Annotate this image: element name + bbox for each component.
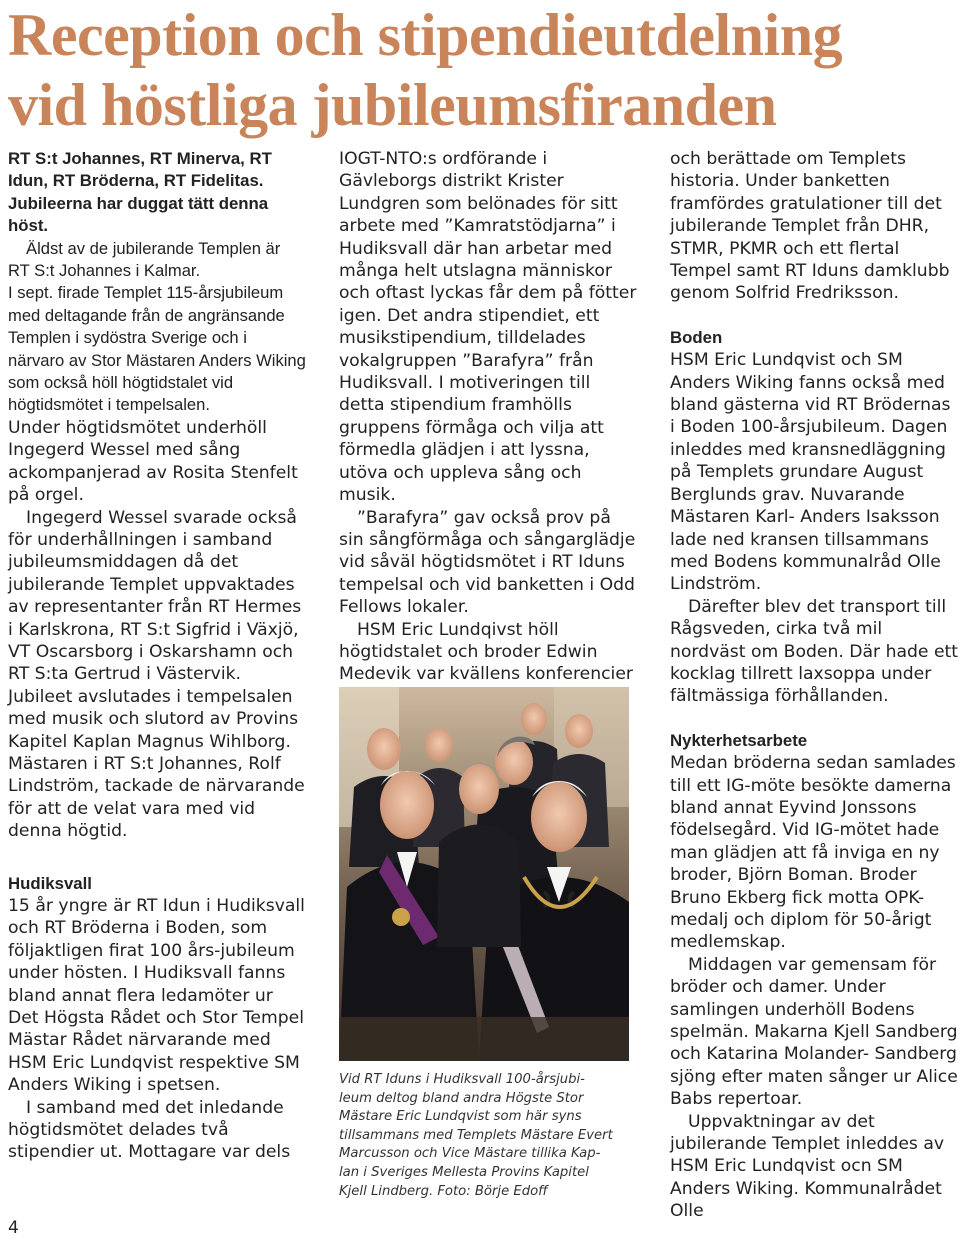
body-paragraph: Därefter blev det transport till Rågsveden, cirka två mil nordväst om Boden. Där hade ett kocklag tillrett laxsoppa under fältmässiga förhållanden.	[670, 596, 958, 707]
section-heading-nykterhetsarbete: Nykterhetsarbete	[670, 730, 808, 750]
event-photo	[339, 687, 629, 1061]
body-paragraph: IOGT-NTO:s ordförande i Gävleborgs distrikt Krister Lundgren som belönades för sitt arbete med ”Kamratstödjarna” i Hudiksvall där han arbetar med många helt utslagna människor och oftast lyckas får dem på fötter igen. Det andra stipendiet, ett musikstipendium, tilldelades vokalgruppen ”Barafyra” från Hudiksvall. I motiveringen till detta stipendium framhölls gruppens förmåga och vilja att förmedla glädjen i att lyssna, utöva och uppleva sång och musik.	[339, 149, 637, 506]
section-heading-hudiksvall: Hudiksvall	[8, 873, 92, 893]
body-paragraph: Under högtidsmötet underhöll Ingegerd Wessel med sång ackompanjerad av Rosita Stenfelt på orgel.	[8, 417, 298, 506]
body-paragraph: I sept. firade Templet 115-årsjubileum med deltagande från de angränsande Templen i sydöstra Sverige och i närvaro av Stor Mästaren Anders Wiking som också höll högtidstalet vid högtidsmötet i tempelsalen.	[8, 283, 306, 415]
body-paragraph: och berättade om Templets historia. Under banketten framfördes gratulationer till det jubilerande Templet från DHR, STMR, PKMR och ett flertal Tempel samt RT Iduns damklubb genom Solfrid Fredriksson.	[670, 149, 950, 304]
body-paragraph: Medan bröderna sedan samlades till ett IG-möte besökte damerna bland annat Eyvind Jonssons födelsegård. Vid IG-mötet hade man glädjen att få inviga en ny broder, Björn Boman. Broder Bruno Ekberg fick motta OPK-medalj och diplom för 50-årigt medlemskap.	[670, 753, 956, 953]
photo-illustration	[339, 687, 629, 1061]
body-paragraph: ”Barafyra” gav också prov på sin sångförmåga och sångarglädje vid såväl högtidsmötet i RT Iduns tempelsal och vid banketten i Odd Fellows lokaler.	[339, 507, 636, 618]
body-paragraph: Ingegerd Wessel svarade också för underhållningen i samband jubileumsmiddagen då det jubilerande Templet uppvaktades av representanter från RT Hermes i Karlskrona, RT S:t Sigfrid i Växjö, VT Oscarsborg i Oskarshamn och RT S:ta Gertrud i Västervik. Jubileet avslutades i tempelsalen med musik och slutord av Provins Kapitel Kaplan Magnus Wihlborg. Mästaren i RT S:t Johannes, Rolf Lindström, tackade de närvarande för att de velat vara med vid denna högtid.	[8, 507, 305, 842]
body-paragraph: Middagen var gemensam för bröder och damer. Under samlingen underhöll Bodens spelmän. Makarna Kjell Sandberg och Katarina Molander- Sandberg sjöng efter maten sånger ur Alice Babs repertoar.	[670, 954, 958, 1110]
page-number: 4	[8, 1218, 19, 1238]
body-paragraph: I samband med det inledande högtidsmötet delades två stipendier ut. Mottagare var dels	[8, 1097, 291, 1163]
body-paragraph: 15 år yngre är RT Idun i Hudiksvall och RT Bröderna i Boden, som följaktligen firat 100 års-jubileum under hösten. I Hudiksvall fanns bland annat flera ledamöter ur Det Högsta Rådet och Stor Tempel Mästar Rådet närvarande med HSM Eric Lundqvist respektive SM Anders Wiking i spetsen.	[8, 896, 305, 1096]
column-1	[8, 148, 306, 1164]
section-heading-boden: Boden	[670, 327, 723, 347]
body-paragraph: Äldst av de jubilerande Templen är RT S:t Johannes i Kalmar.	[8, 238, 281, 281]
title-line-1: Reception och stipendieutdelning	[8, 2, 843, 68]
caption-line: Marcusson och Vice Mästare tillika Kap-	[339, 1146, 601, 1162]
article-title	[8, 0, 958, 140]
caption-line: Kjell Lindberg. Foto: Börje Edoff	[339, 1183, 548, 1199]
column-2	[339, 148, 639, 686]
body-paragraph: HSM Eric Lundqvist och SM Anders Wiking fanns också med bland gästerna vid RT Brödernas i Boden 100-årsjubileum. Dagen inleddes med kransnedläggning på Templets grundare August Berglunds grav. Nuvarande Mästaren Karl- Anders Isaksson lade ned kransen tillsammans med Bodens kommunalråd Olle Lindström.	[670, 350, 951, 595]
title-line-2: vid höstliga jubileumsfiranden	[8, 72, 777, 138]
lead-paragraph: RT S:t Johannes, RT Minerva, RT Idun, RT Bröderna, RT Fidelitas. Jubileerna har duggat tätt denna höst.	[8, 149, 272, 236]
photo-caption	[339, 1071, 629, 1201]
caption-line: Mästare Eric Lundqvist som här syns	[339, 1109, 582, 1125]
body-paragraph: Uppvaktningar av det jubilerande Templet inleddes av HSM Eric Lundqvist ocn SM Anders Wiking. Kommunalrådet Olle	[670, 1111, 945, 1222]
column-3	[670, 148, 960, 1223]
caption-line: leum deltog bland andra Högste Stor	[339, 1090, 584, 1106]
caption-line: tillsammans med Templets Mästare Evert	[339, 1127, 613, 1143]
caption-line: Vid RT Iduns i Hudiksvall 100-årsjubi-	[339, 1072, 585, 1087]
caption-line: lan i Sveriges Mellesta Provins Kapitel	[339, 1164, 589, 1180]
body-paragraph: HSM Eric Lundqivst höll högtidstalet och broder Edwin Medevik var kvällens konferencier	[339, 619, 633, 685]
